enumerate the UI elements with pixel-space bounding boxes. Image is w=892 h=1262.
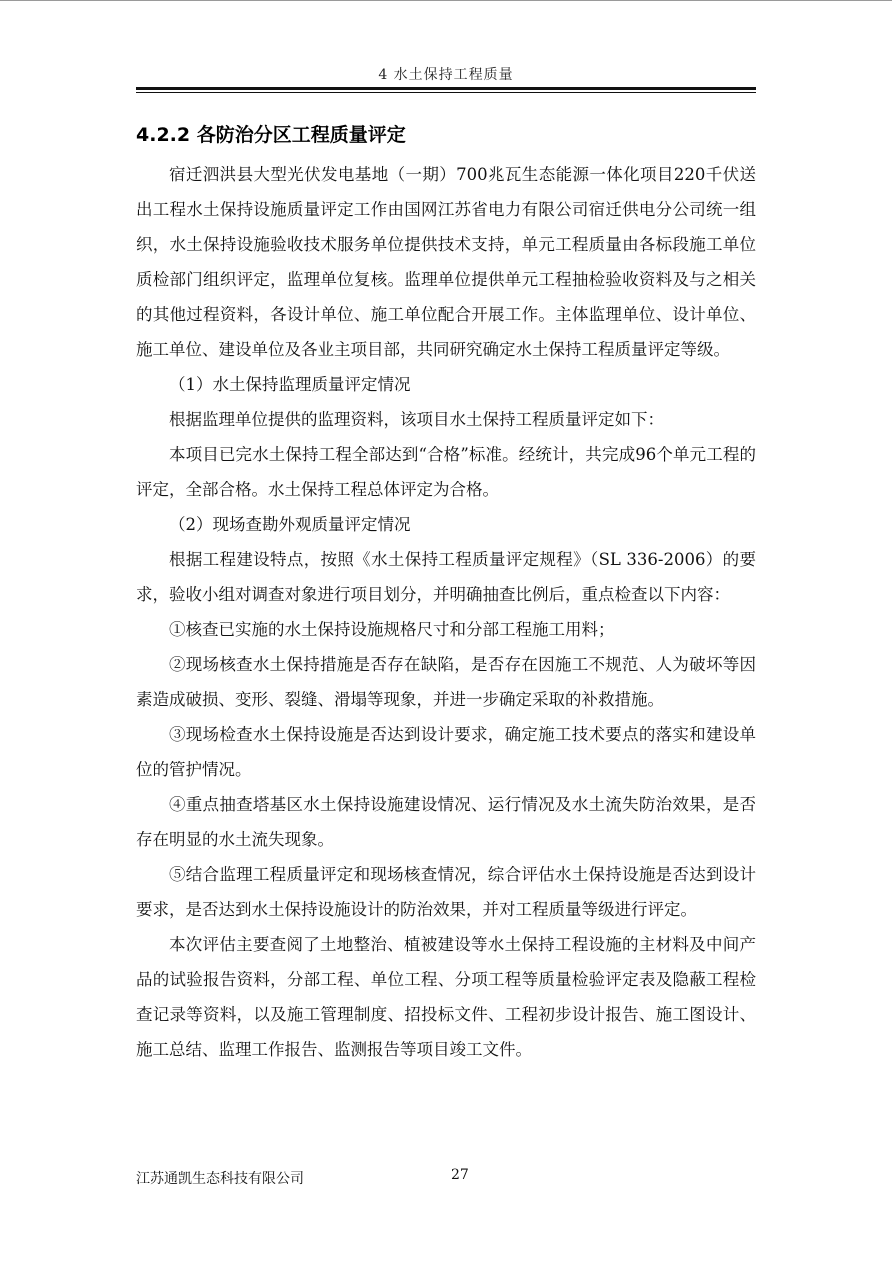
list-item-5: ⑤结合监理工程质量评定和现场核查情况，综合评估水土保持设施是否达到设计要求，是否达到水土保持设施设计的防治效果，并对工程质量等级进行评定。 bbox=[136, 865, 756, 919]
header-rule-thick bbox=[136, 87, 756, 90]
page-number: 27 bbox=[451, 1167, 469, 1183]
header-rule-thin bbox=[136, 92, 756, 93]
paragraph-documents-reviewed: 本次评估主要查阅了土地整治、植被建设等水土保持工程设施的主材料及中间产品的试验报告资料，分部工程、单位工程、分项工程等质量检验评定表及隐蔽工程检查记录等资料，以及施工管理制度、招投标文件、工程初步设计报告、施工图设计、施工总结、监理工作报告、监测报告等项目竣工文件。 bbox=[136, 935, 756, 1059]
body-text bbox=[136, 157, 756, 1067]
subheading-supervision-assessment: （1）水土保持监理质量评定情况 bbox=[169, 375, 411, 394]
paragraph-supervision-basis: 根据监理单位提供的监理资料，该项目水土保持工程质量评定如下： bbox=[169, 410, 664, 429]
page-top-border bbox=[0, 0, 892, 1]
running-header: 4 水土保持工程质量 bbox=[378, 67, 514, 83]
list-item-1: ①核查已实施的水土保持设施规格尺寸和分部工程施工用料； bbox=[169, 620, 615, 639]
paragraph-intro: 宿迁泗洪县大型光伏发电基地（一期）700兆瓦生态能源一体化项目220千伏送出工程水土保持设施质量评定工作由国网江苏省电力有限公司宿迁供电分公司统一组织，水土保持设施验收技术服务单位提供技术支持，单元工程质量由各标段施工单位质检部门组织评定，监理单位复核。监理单位提供单元工程抽检验收资料及与之相关的其他过程资料，各设计单位、施工单位配合开展工作。主体监理单位、设计单位、施工单位、建设单位及各业主项目部，共同研究确定水土保持工程质量评定等级。 bbox=[136, 165, 756, 359]
subheading-site-inspection: （2）现场查勘外观质量评定情况 bbox=[169, 515, 411, 534]
section-heading: 4.2.2 各防治分区工程质量评定 bbox=[136, 124, 406, 146]
list-item-2: ②现场核查水土保持措施是否存在缺陷，是否存在因施工不规范、人为破坏等因素造成破损、变形、裂缝、滑塌等现象，并进一步确定采取的补救措施。 bbox=[136, 655, 756, 709]
list-item-4: ④重点抽查塔基区水土保持设施建设情况、运行情况及水土流失防治效果，是否存在明显的水土流失现象。 bbox=[136, 795, 756, 849]
paragraph-inspection-method: 根据工程建设特点，按照《水土保持工程质量评定规程》（SL 336-2006）的要求，验收小组对调查对象进行项目划分，并明确抽查比例后，重点检查以下内容： bbox=[136, 550, 756, 604]
footer-company: 江苏通凯生态科技有限公司 bbox=[136, 1171, 304, 1187]
list-item-3: ③现场检查水土保持设施是否达到设计要求，确定施工技术要点的落实和建设单位的管护情况。 bbox=[136, 725, 756, 779]
paragraph-supervision-result: 本项目已完水土保持工程全部达到“合格”标准。经统计，共完成96个单元工程的评定，全部合格。水土保持工程总体评定为合格。 bbox=[136, 445, 756, 499]
